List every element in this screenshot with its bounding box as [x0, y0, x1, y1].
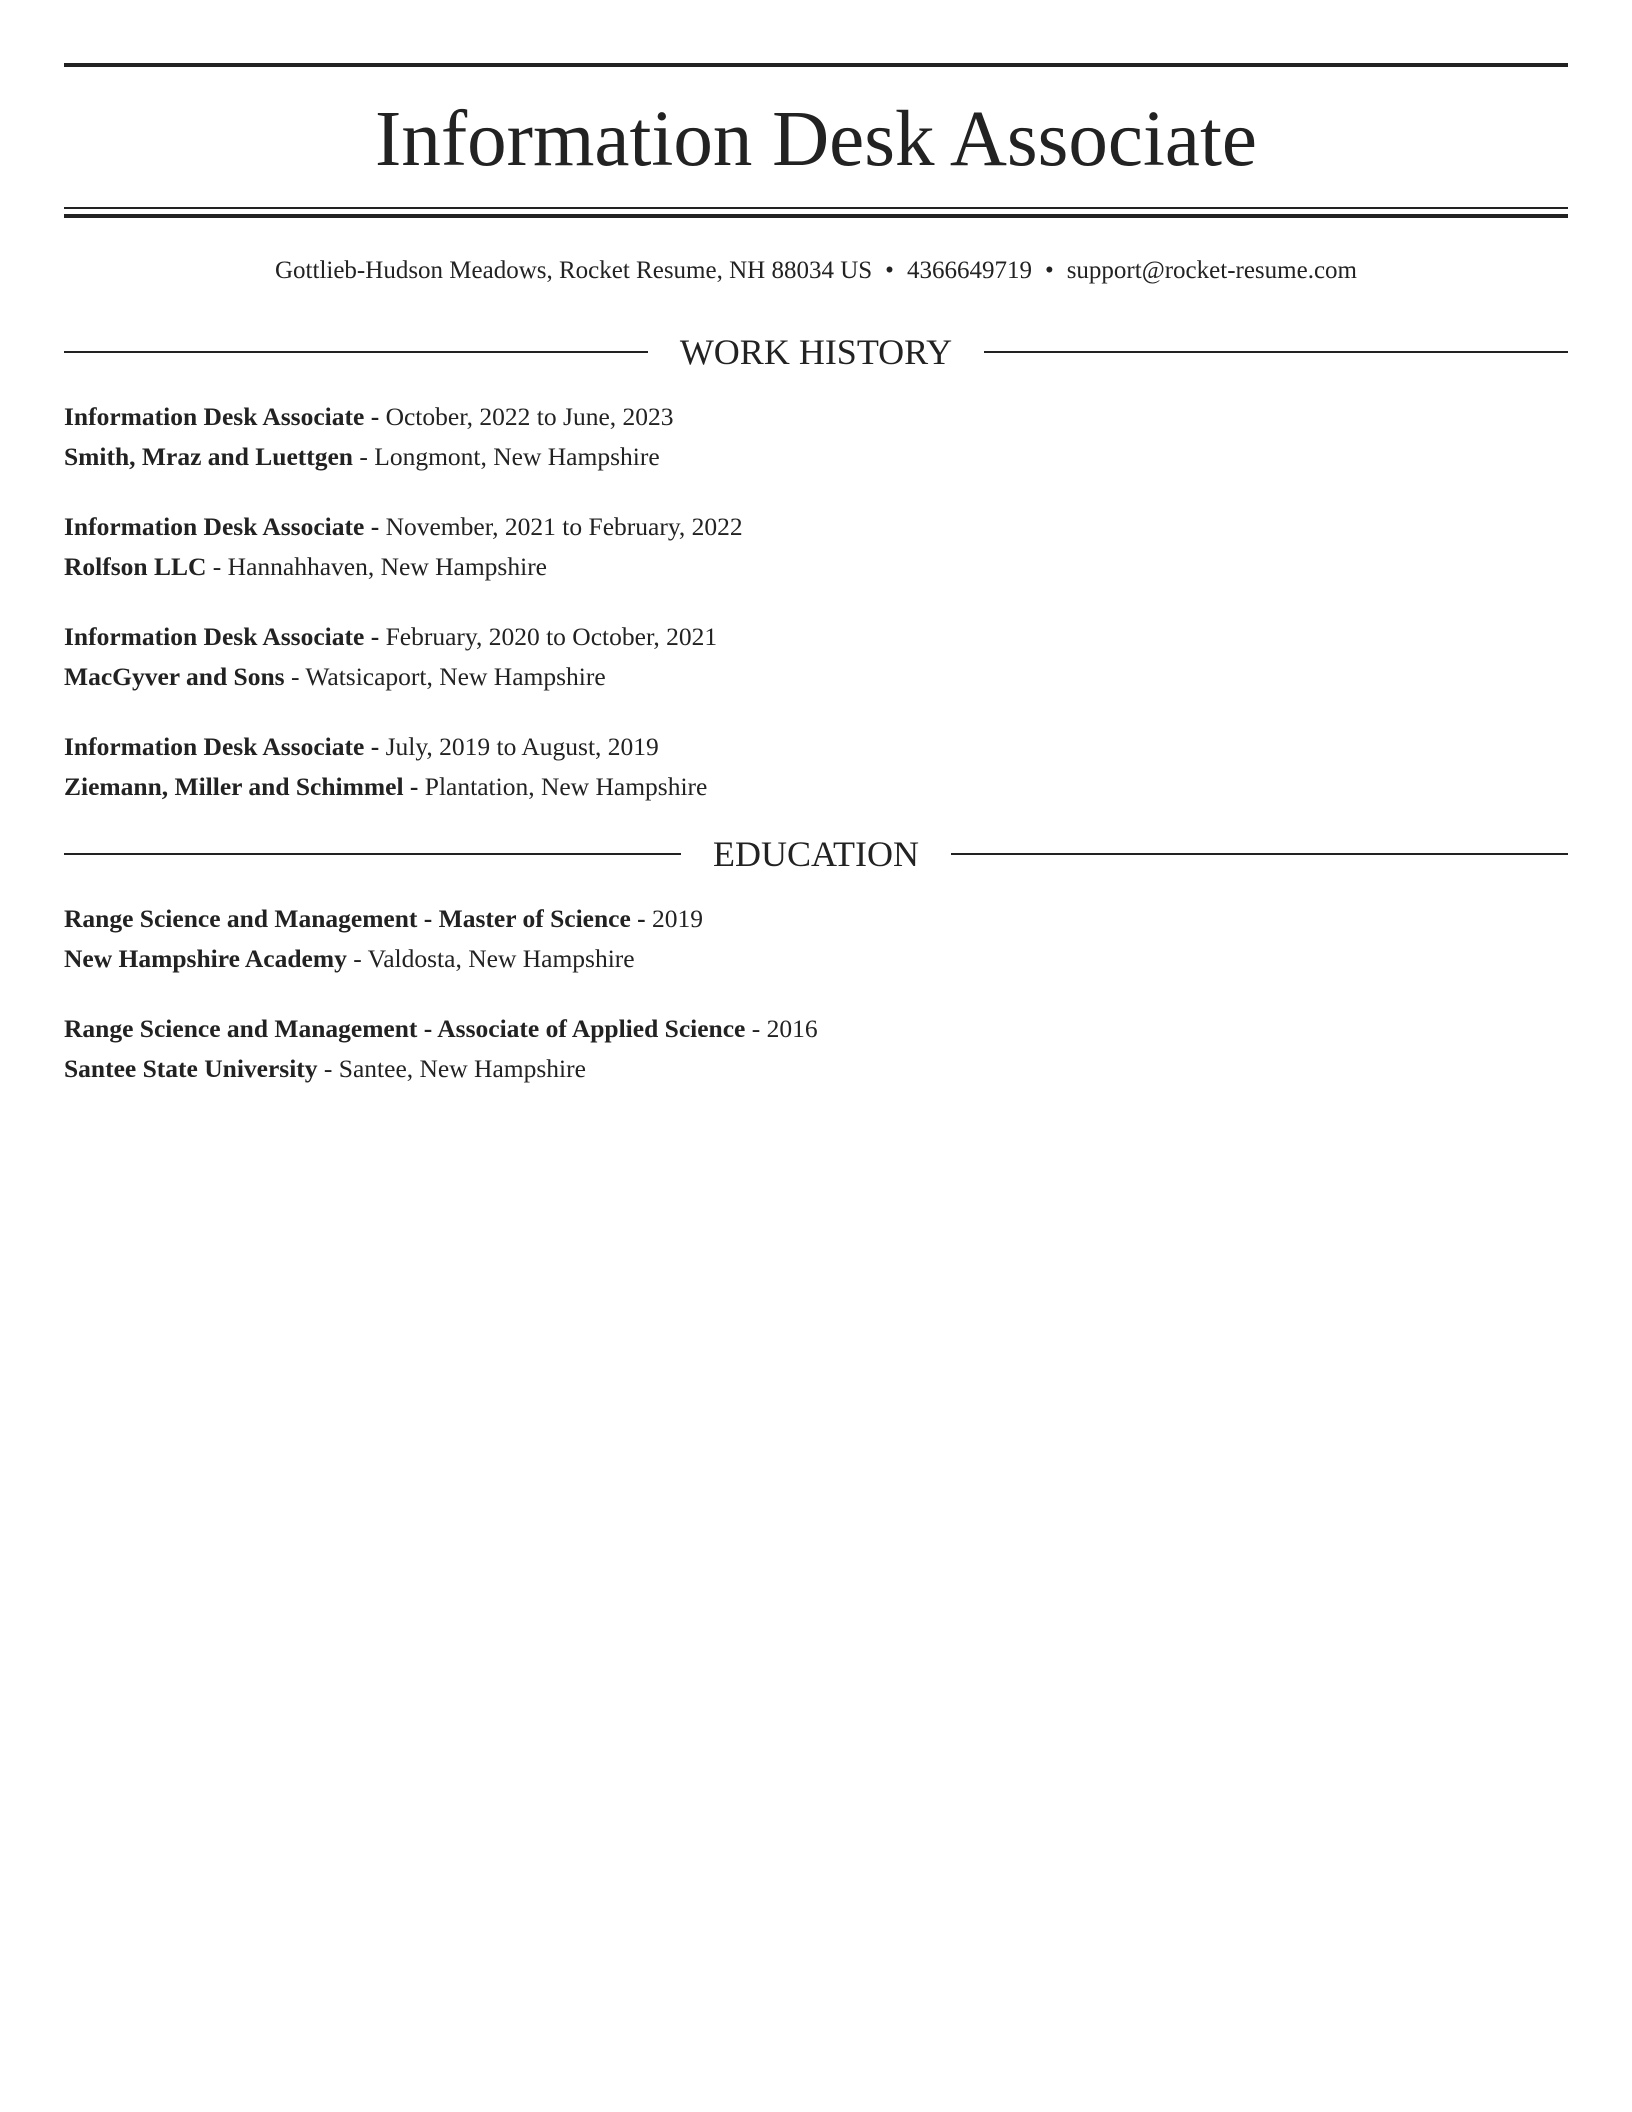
work-entry-employer-row: [64, 767, 1568, 807]
work-entry-dates: November, 2021 to February, 2022: [385, 512, 743, 541]
heading-rule-right: [951, 853, 1568, 855]
resume-title: Information Desk Associate: [375, 96, 1257, 183]
work-entry-dash: -: [409, 772, 419, 801]
work-entry-dates: July, 2019 to August, 2019: [385, 732, 659, 761]
work-entry-employer: Rolfson LLC: [64, 552, 207, 581]
work-entry-dates: February, 2020 to October, 2021: [385, 622, 718, 651]
contact-email: support@rocket-resume.com: [1066, 257, 1357, 284]
work-entry-location: Longmont, New Hampshire: [374, 442, 660, 471]
contact-separator: •: [1044, 257, 1054, 284]
work-entry-dates: October, 2022 to June, 2023: [385, 402, 674, 431]
education-entry-dash: -: [751, 1014, 761, 1043]
work-entry-employer-row: [64, 437, 1568, 477]
work-entry-dash: -: [370, 622, 380, 651]
education-entry-year: 2019: [652, 904, 704, 933]
contact-address: Gottlieb-Hudson Meadows, Rocket Resume, NH 88034 US: [275, 257, 873, 284]
work-entry-employer-row: [64, 547, 1568, 587]
contact-line: [64, 254, 1568, 288]
education-entry-location: Valdosta, New Hampshire: [367, 944, 635, 973]
education-entry: [64, 1009, 1568, 1089]
education-entry-dash: -: [637, 904, 646, 933]
heading-rule-right: [984, 351, 1568, 353]
education-entry-dash: -: [353, 944, 362, 973]
education-entry-year: 2016: [766, 1014, 818, 1043]
education-entry-school: New Hampshire Academy: [64, 944, 347, 973]
education-entry: [64, 899, 1568, 979]
work-entry: [64, 397, 1568, 477]
contact-phone: 4366649719: [906, 257, 1032, 284]
education-entry-location: Santee, New Hampshire: [338, 1054, 586, 1083]
education-heading-label: EDUCATION: [713, 834, 919, 874]
work-entry-title-row: [64, 507, 1568, 547]
work-entry-dash: -: [370, 732, 380, 761]
work-entry-employer: MacGyver and Sons: [64, 662, 285, 691]
work-entry-dash: -: [359, 442, 368, 471]
work-entry-title: Information Desk Associate: [64, 512, 365, 541]
work-entry-location: Hannahhaven, New Hampshire: [227, 552, 548, 581]
contact-separator: •: [885, 257, 894, 284]
work-entry-dash: -: [212, 552, 222, 581]
work-history-heading-label: WORK HISTORY: [679, 332, 953, 372]
education-entry-school-row: [64, 939, 1568, 979]
education-entry-degree: Range Science and Management - Master of Science: [64, 904, 631, 933]
work-history-heading: [64, 330, 1568, 374]
work-entry-employer: Smith, Mraz and Luettgen: [64, 442, 353, 471]
work-entry-location: Watsicaport, New Hampshire: [305, 662, 606, 691]
title-double-rule: [64, 207, 1568, 218]
work-entry-dash: -: [370, 512, 380, 541]
work-entry-employer-row: [64, 657, 1568, 697]
education-entry-school: Santee State University: [64, 1054, 318, 1083]
work-entry-title: Information Desk Associate: [64, 402, 365, 431]
work-entry-title-row: [64, 617, 1568, 657]
heading-rule-left: [64, 853, 681, 855]
top-rule: [64, 63, 1568, 67]
education-entry-school-row: [64, 1049, 1568, 1089]
work-entry: [64, 727, 1568, 807]
work-entry-title: Information Desk Associate: [64, 622, 365, 651]
work-entry: [64, 507, 1568, 587]
work-entry-employer: Ziemann, Miller and Schimmel: [64, 772, 404, 801]
work-entry-dash: -: [370, 402, 380, 431]
work-entry-title: Information Desk Associate: [64, 732, 365, 761]
work-entry-title-row: [64, 727, 1568, 767]
work-entry-location: Plantation, New Hampshire: [424, 772, 708, 801]
education-entry-degree-row: [64, 1009, 1568, 1049]
work-entry-title-row: [64, 397, 1568, 437]
work-entry: [64, 617, 1568, 697]
heading-rule-left: [64, 351, 648, 353]
work-entry-dash: -: [290, 662, 300, 691]
education-heading: [64, 832, 1568, 876]
education-entry-dash: -: [323, 1054, 333, 1083]
education-entry-degree: Range Science and Management - Associate of Applied Science: [64, 1014, 746, 1043]
education-entry-degree-row: [64, 899, 1568, 939]
